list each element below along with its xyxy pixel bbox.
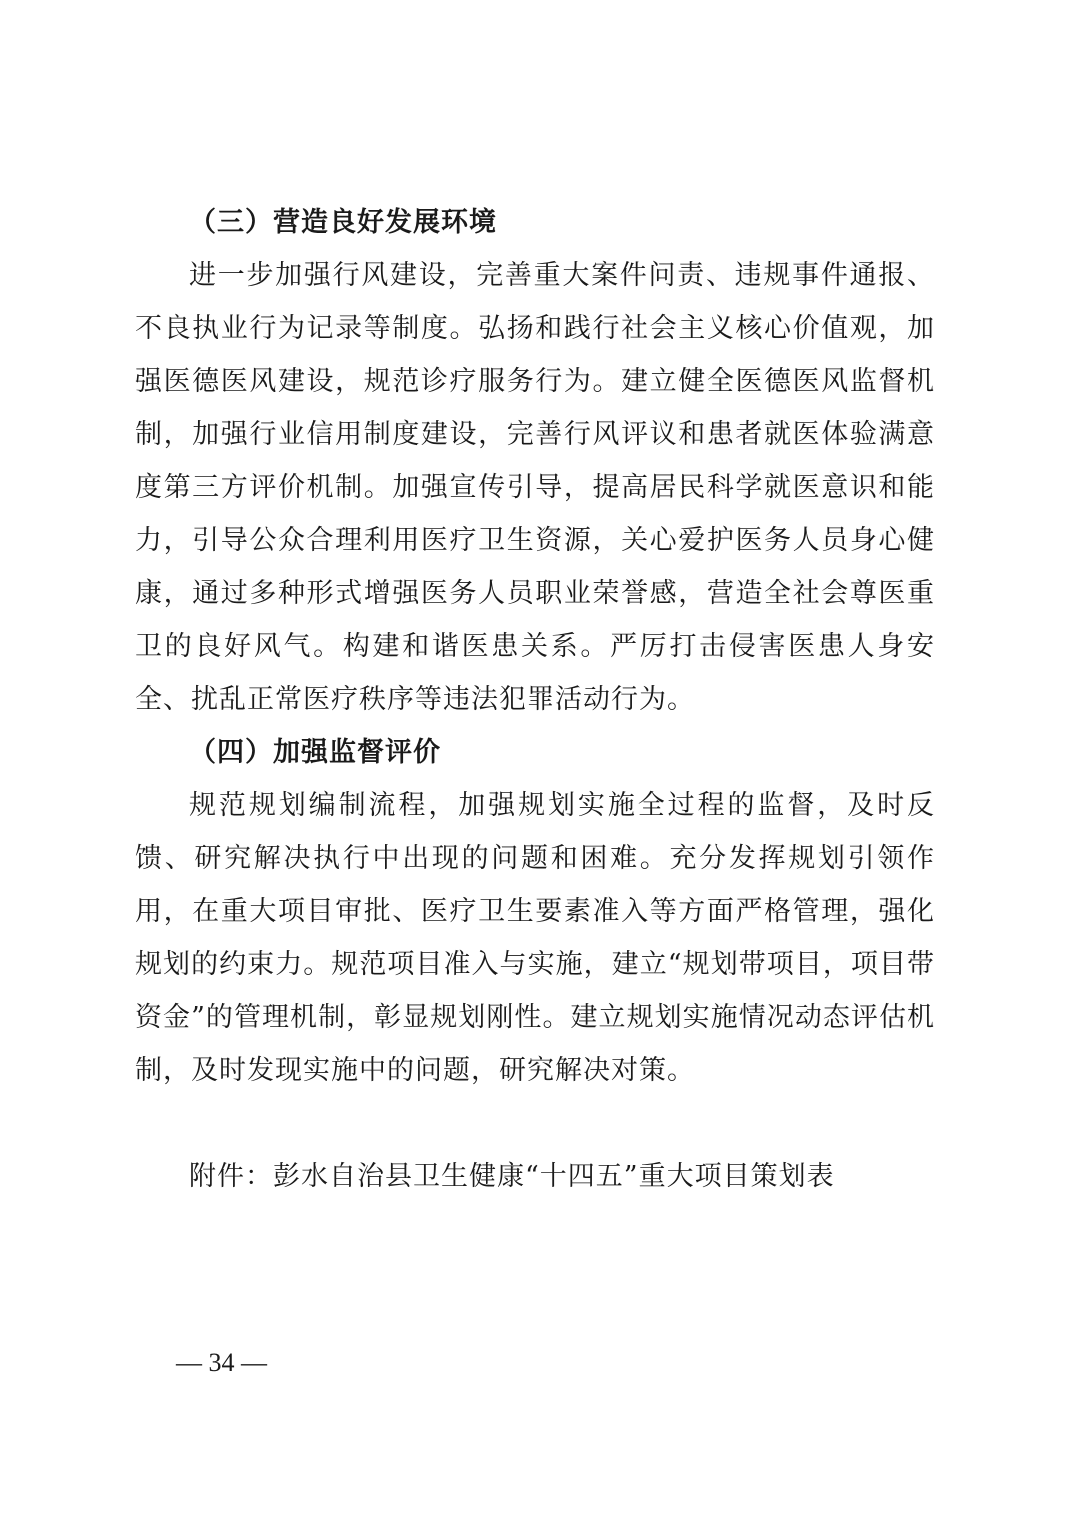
page-number: — 34 — <box>176 1348 267 1377</box>
page-content <box>135 196 935 1203</box>
section-heading-3: （三）营造良好发展环境 <box>189 207 497 238</box>
section-body-4: 规范规划编制流程，加强规划实施全过程的监督，及时反馈、研究解决执行中出现的问题和困难。充分发挥规划引领作用，在重大项目审批、医疗卫生要素准入等方面严格管理，强化规划的约束力。规范项目准入与实施，建立“规划带项目，项目带资金”的管理机制，彰显规划刚性。建立规划实施情况动态评估机制，及时发现实施中的问题，研究解决对策。 <box>135 790 935 1086</box>
section-body-3: 进一步加强行风建设，完善重大案件问责、违规事件通报、不良执业行为记录等制度。弘扬和践行社会主义核心价值观，加强医德医风建设，规范诊疗服务行为。建立健全医德医风监督机制，加强行业信用制度建设，完善行风评议和患者就医体验满意度第三方评价机制。加强宣传引导，提高居民科学就医意识和能力，引导公众合理利用医疗卫生资源，关心爱护医务人员身心健康，通过多种形式增强医务人员职业荣誉感，营造全社会尊医重卫的良好风气。构建和谐医患关系。严厉打击侵害医患人身安全、扰乱正常医疗秩序等违法犯罪活动行为。 <box>135 260 935 715</box>
attachment-note: 附件：彭水自治县卫生健康“十四五”重大项目策划表 <box>189 1161 835 1192</box>
section-heading-4: （四）加强监督评价 <box>189 737 441 768</box>
